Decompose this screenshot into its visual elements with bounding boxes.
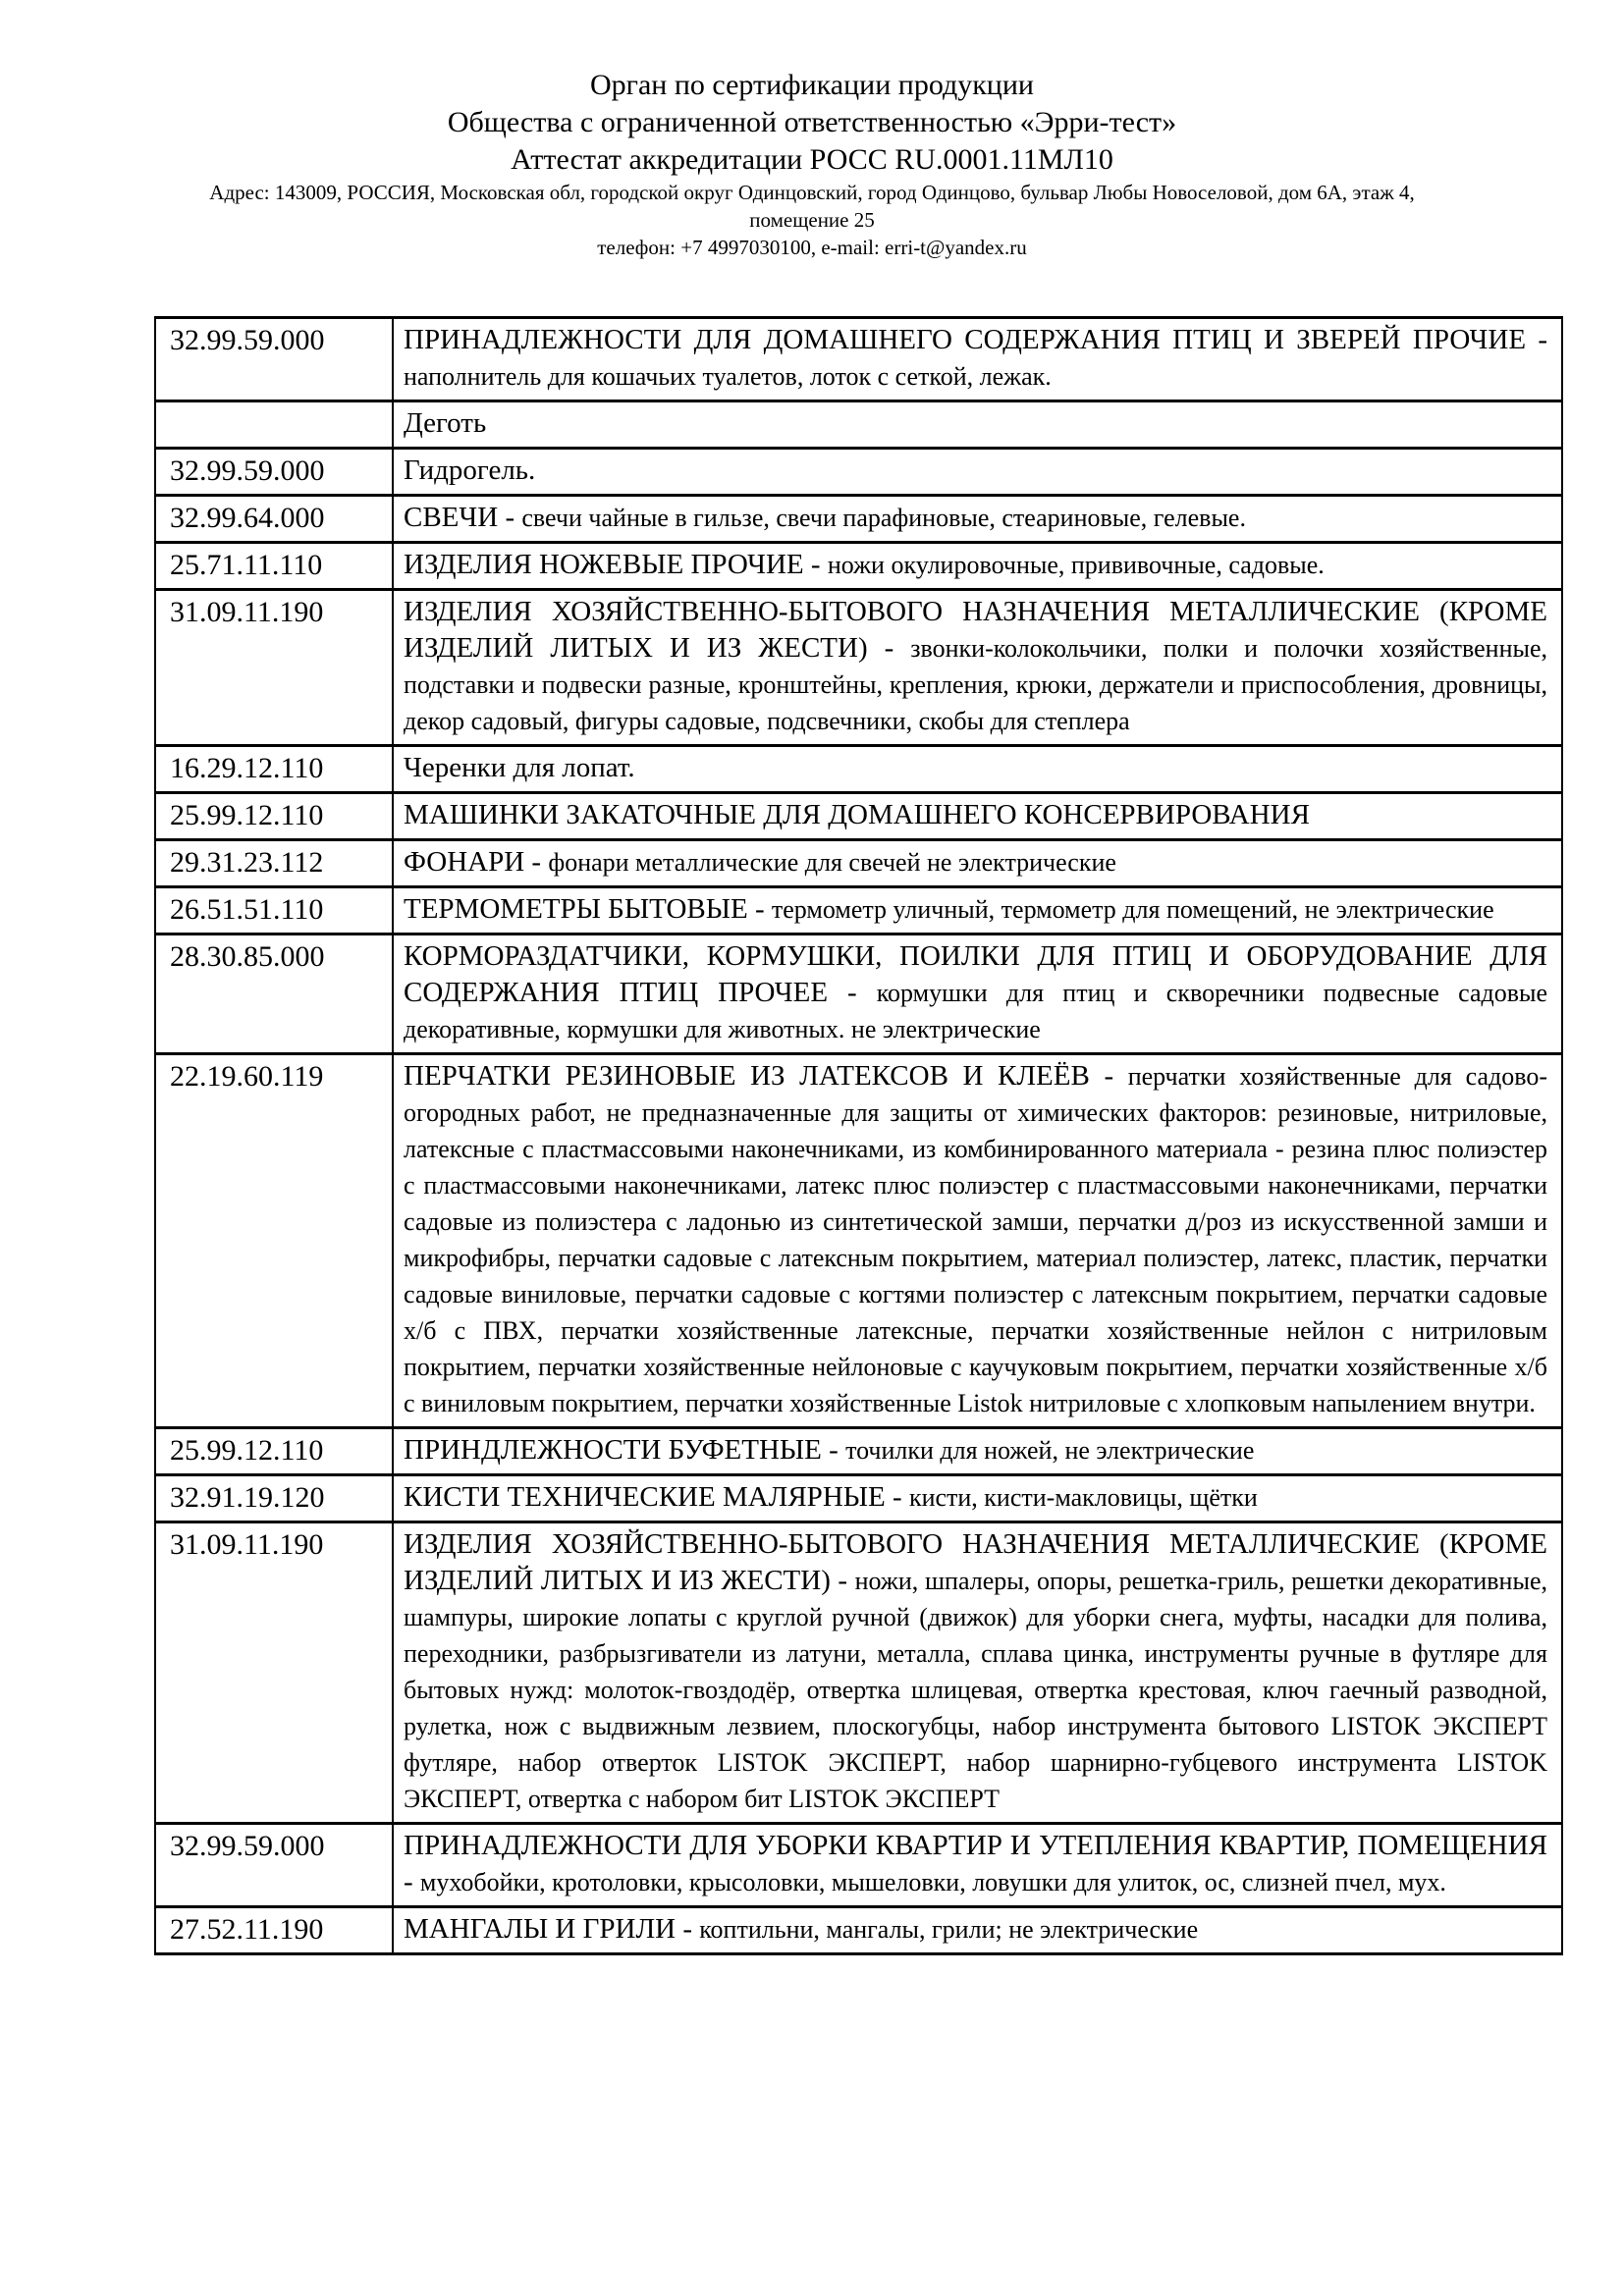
table-row bbox=[155, 1054, 1562, 1428]
category-term: ИЗДЕЛИЯ НОЖЕВЫЕ ПРОЧИЕ bbox=[404, 549, 804, 580]
contact-line: телефон: +7 4997030100, e-mail: erri-t@yandex.ru bbox=[597, 236, 1027, 259]
table-row bbox=[155, 543, 1562, 590]
term-detail-separator: - bbox=[1526, 324, 1547, 355]
term-detail-separator: - bbox=[885, 1481, 909, 1513]
table-row bbox=[155, 1428, 1562, 1475]
code-cell: 28.30.85.000 bbox=[155, 934, 393, 1054]
term-detail-separator: - bbox=[498, 502, 522, 533]
code-cell: 29.31.23.112 bbox=[155, 840, 393, 887]
description-cell bbox=[393, 496, 1562, 543]
table-row bbox=[155, 793, 1562, 840]
category-detail: кормушки для птиц и скворечники подвесные садовые декоративные, кормушки для животных. не электрические bbox=[404, 979, 1547, 1043]
code-cell: 27.52.11.190 bbox=[155, 1907, 393, 1954]
category-term: Деготь bbox=[404, 407, 487, 439]
category-detail: наполнитель для кошачьих туалетов, лоток с сеткой, лежак. bbox=[404, 362, 1052, 391]
code-cell: 32.91.19.120 bbox=[155, 1475, 393, 1522]
category-term: ПРИНАДЛЕЖНОСТИ ДЛЯ ДОМАШНЕГО СОДЕРЖАНИЯ ПТИЦ И ЗВЕРЕЙ ПРОЧИЕ bbox=[404, 324, 1527, 355]
category-detail: ножи окулировочные, прививочные, садовые. bbox=[827, 551, 1325, 579]
code-cell: 32.99.64.000 bbox=[155, 496, 393, 543]
code-cell: 25.99.12.110 bbox=[155, 793, 393, 840]
org-title-line2: Общества с ограниченной ответственностью «Эрри-тест» bbox=[447, 106, 1177, 138]
table-row bbox=[155, 1907, 1562, 1954]
table-row bbox=[155, 496, 1562, 543]
category-detail: точилки для ножей, не электрические bbox=[845, 1436, 1255, 1465]
address-line2: помещение 25 bbox=[749, 208, 875, 232]
description-cell bbox=[393, 1824, 1562, 1907]
category-term: МАШИНКИ ЗАКАТОЧНЫЕ ДЛЯ ДОМАШНЕГО КОНСЕРВИРОВАНИЯ bbox=[404, 799, 1310, 830]
code-cell: 26.51.51.110 bbox=[155, 887, 393, 934]
description-cell bbox=[393, 590, 1562, 746]
term-detail-separator: - bbox=[803, 549, 828, 580]
description-cell bbox=[393, 1428, 1562, 1475]
table-row bbox=[155, 449, 1562, 496]
description-cell bbox=[393, 840, 1562, 887]
description-cell bbox=[393, 1522, 1562, 1824]
code-cell: 25.71.11.110 bbox=[155, 543, 393, 590]
term-detail-separator: - bbox=[747, 893, 772, 925]
category-detail: звонки-колокольчики, полки и полочки хозяйственные, подставки и подвески разные, кронштейны, крепления, крюки, держатели и приспособления, дровницы, декор садовый, фигуры садовые, подсвечники, скобы для степлера bbox=[404, 634, 1547, 735]
category-detail: свечи чайные в гильзе, свечи парафиновые, стеариновые, гелевые. bbox=[521, 504, 1246, 532]
category-term: ПЕРЧАТКИ РЕЗИНОВЫЕ ИЗ ЛАТЕКСОВ И КЛЕЁВ bbox=[404, 1060, 1090, 1092]
category-detail: фонари металлические для свечей не электрические bbox=[548, 848, 1116, 877]
term-detail-separator: - bbox=[830, 1565, 855, 1596]
product-table-body bbox=[155, 318, 1562, 1954]
category-term: ТЕРМОМЕТРЫ БЫТОВЫЕ bbox=[404, 893, 748, 925]
table-row bbox=[155, 1475, 1562, 1522]
description-cell bbox=[393, 1475, 1562, 1522]
category-term: Гидрогель. bbox=[404, 454, 536, 486]
table-row bbox=[155, 887, 1562, 934]
code-cell: 31.09.11.190 bbox=[155, 590, 393, 746]
code-cell: 25.99.12.110 bbox=[155, 1428, 393, 1475]
code-cell: 31.09.11.190 bbox=[155, 1522, 393, 1824]
description-cell bbox=[393, 449, 1562, 496]
table-row bbox=[155, 401, 1562, 449]
category-term: ПРИНАДЛЕЖНОСТИ ДЛЯ УБОРКИ КВАРТИР И УТЕПЛЕНИЯ КВАРТИР, ПОМЕЩЕНИЯ bbox=[404, 1830, 1547, 1861]
category-term: ПРИНДЛЕЖНОСТИ БУФЕТНЫЕ bbox=[404, 1434, 822, 1466]
description-cell bbox=[393, 746, 1562, 793]
table-row bbox=[155, 840, 1562, 887]
category-term: Черенки для лопат. bbox=[404, 752, 635, 783]
category-detail: перчатки хозяйственные для садово-огородных работ, не предназначенные для защиты от химических факторов: резиновые, нитриловые, латексные с пластмассовыми наконечниками, из комбинированного материала - резина плюс полиэстер с пластмассовыми наконечниками, латекс плюс полиэстер с пластмассовыми наконечниками, перчатки садовые из полиэстера с ладонью из синтетической замши, перчатки д/роз из искусственной замши и микрофибры, перчатки садовые с латексным покрытием, материал полиэстер, латекс, пластик, перчатки садовые виниловые, перчатки садовые с когтями полиэстер с латексным покрытием, перчатки садовые х/б с ПВХ, перчатки хозяйственные латексные, перчатки хозяйственные нейлон с нитриловым покрытием, перчатки хозяйственные нейлоновые с каучуковым покрытием, перчатки хозяйственные х/б с виниловым покрытием, перчатки хозяйственные Listok нитриловые с хлопковым напылением внутри. bbox=[404, 1062, 1547, 1417]
description-cell bbox=[393, 887, 1562, 934]
category-term: КОРМОРАЗДАТЧИКИ, КОРМУШКИ, ПОИЛКИ ДЛЯ ПТИЦ И ОБОРУДОВАНИЕ ДЛЯ СОДЕРЖАНИЯ ПТИЦ ПРОЧЕЕ bbox=[404, 940, 1547, 1008]
table-row bbox=[155, 1824, 1562, 1907]
table-row bbox=[155, 934, 1562, 1054]
table-row bbox=[155, 746, 1562, 793]
description-cell bbox=[393, 401, 1562, 449]
category-detail: коптильни, мангалы, грили; не электрические bbox=[699, 1915, 1199, 1944]
category-term: ИЗДЕЛИЯ ХОЗЯЙСТВЕННО-БЫТОВОГО НАЗНАЧЕНИЯ МЕТАЛЛИЧЕСКИЕ (КРОМЕ ИЗДЕЛИЙ ЛИТЫХ И ИЗ ЖЕСТИ) bbox=[404, 1528, 1547, 1596]
code-cell: 16.29.12.110 bbox=[155, 746, 393, 793]
category-term: ИЗДЕЛИЯ ХОЗЯЙСТВЕННО-БЫТОВОГО НАЗНАЧЕНИЯ МЕТАЛЛИЧЕСКИЕ (КРОМЕ ИЗДЕЛИЙ ЛИТЫХ И ИЗ ЖЕСТИ) bbox=[404, 596, 1547, 664]
table-row bbox=[155, 1522, 1562, 1824]
code-cell: 32.99.59.000 bbox=[155, 1824, 393, 1907]
term-detail-separator: - bbox=[676, 1913, 700, 1945]
category-term: СВЕЧИ bbox=[404, 502, 499, 533]
address-line1: Адрес: 143009, РОССИЯ, Московская обл, городской округ Одинцовский, город Одинцово, бульвар Любы Новоселовой, дом 6А, этаж 4, bbox=[209, 181, 1415, 204]
term-detail-separator: - bbox=[524, 846, 549, 878]
term-detail-separator: - bbox=[404, 1866, 420, 1897]
code-cell bbox=[155, 401, 393, 449]
table-row bbox=[155, 318, 1562, 401]
category-detail: термометр уличный, термометр для помещений, не электрические bbox=[771, 895, 1494, 924]
org-title-line1: Орган по сертификации продукции bbox=[590, 69, 1034, 101]
description-cell bbox=[393, 1054, 1562, 1428]
category-detail: кисти, кисти-макловицы, щётки bbox=[908, 1483, 1258, 1512]
term-detail-separator: - bbox=[1089, 1060, 1128, 1092]
description-cell bbox=[393, 934, 1562, 1054]
letterhead bbox=[0, 0, 1624, 261]
code-cell: 32.99.59.000 bbox=[155, 449, 393, 496]
table-row bbox=[155, 590, 1562, 746]
code-cell: 22.19.60.119 bbox=[155, 1054, 393, 1428]
description-cell bbox=[393, 543, 1562, 590]
description-cell bbox=[393, 1907, 1562, 1954]
category-term: ФОНАРИ bbox=[404, 846, 525, 878]
category-detail: мухобойки, кротоловки, крысоловки, мышеловки, ловушки для улиток, ос, слизней пчел, мух. bbox=[419, 1868, 1446, 1896]
category-term: МАНГАЛЫ И ГРИЛИ bbox=[404, 1913, 677, 1945]
product-code-table bbox=[154, 316, 1563, 1955]
accreditation-line: Аттестат аккредитации РОСС RU.0001.11МЛ10 bbox=[511, 143, 1113, 176]
code-cell: 32.99.59.000 bbox=[155, 318, 393, 401]
description-cell bbox=[393, 318, 1562, 401]
term-detail-separator: - bbox=[828, 977, 877, 1008]
category-term: КИСТИ ТЕХНИЧЕСКИЕ МАЛЯРНЫЕ bbox=[404, 1481, 886, 1513]
description-cell bbox=[393, 793, 1562, 840]
category-detail: ножи, шпалеры, опоры, решетка-гриль, решетки декоративные, шампуры, широкие лопаты с круглой ручной (движок) для уборки снега, муфты, насадки для полива, переходники, разбрызгиватели из латуни, металла, сплава цинка, инструменты ручные в футляре для бытовых нужд: молоток-гвоздодёр, отвертка шлицевая, отвертка крестовая, ключ гаечный разводной, рулетка, нож с выдвижным лезвием, плоскогубцы, набор инструмента бытового LISTOK ЭКСПЕРТ футляре, набор отверток LISTOK ЭКСПЕРТ, набор шарнирно-губцевого инструмента LISTOK ЭКСПЕРТ, отвертка с набором бит LISTOK ЭКСПЕРТ bbox=[404, 1567, 1547, 1813]
term-detail-separator: - bbox=[867, 632, 911, 664]
term-detail-separator: - bbox=[821, 1434, 846, 1466]
